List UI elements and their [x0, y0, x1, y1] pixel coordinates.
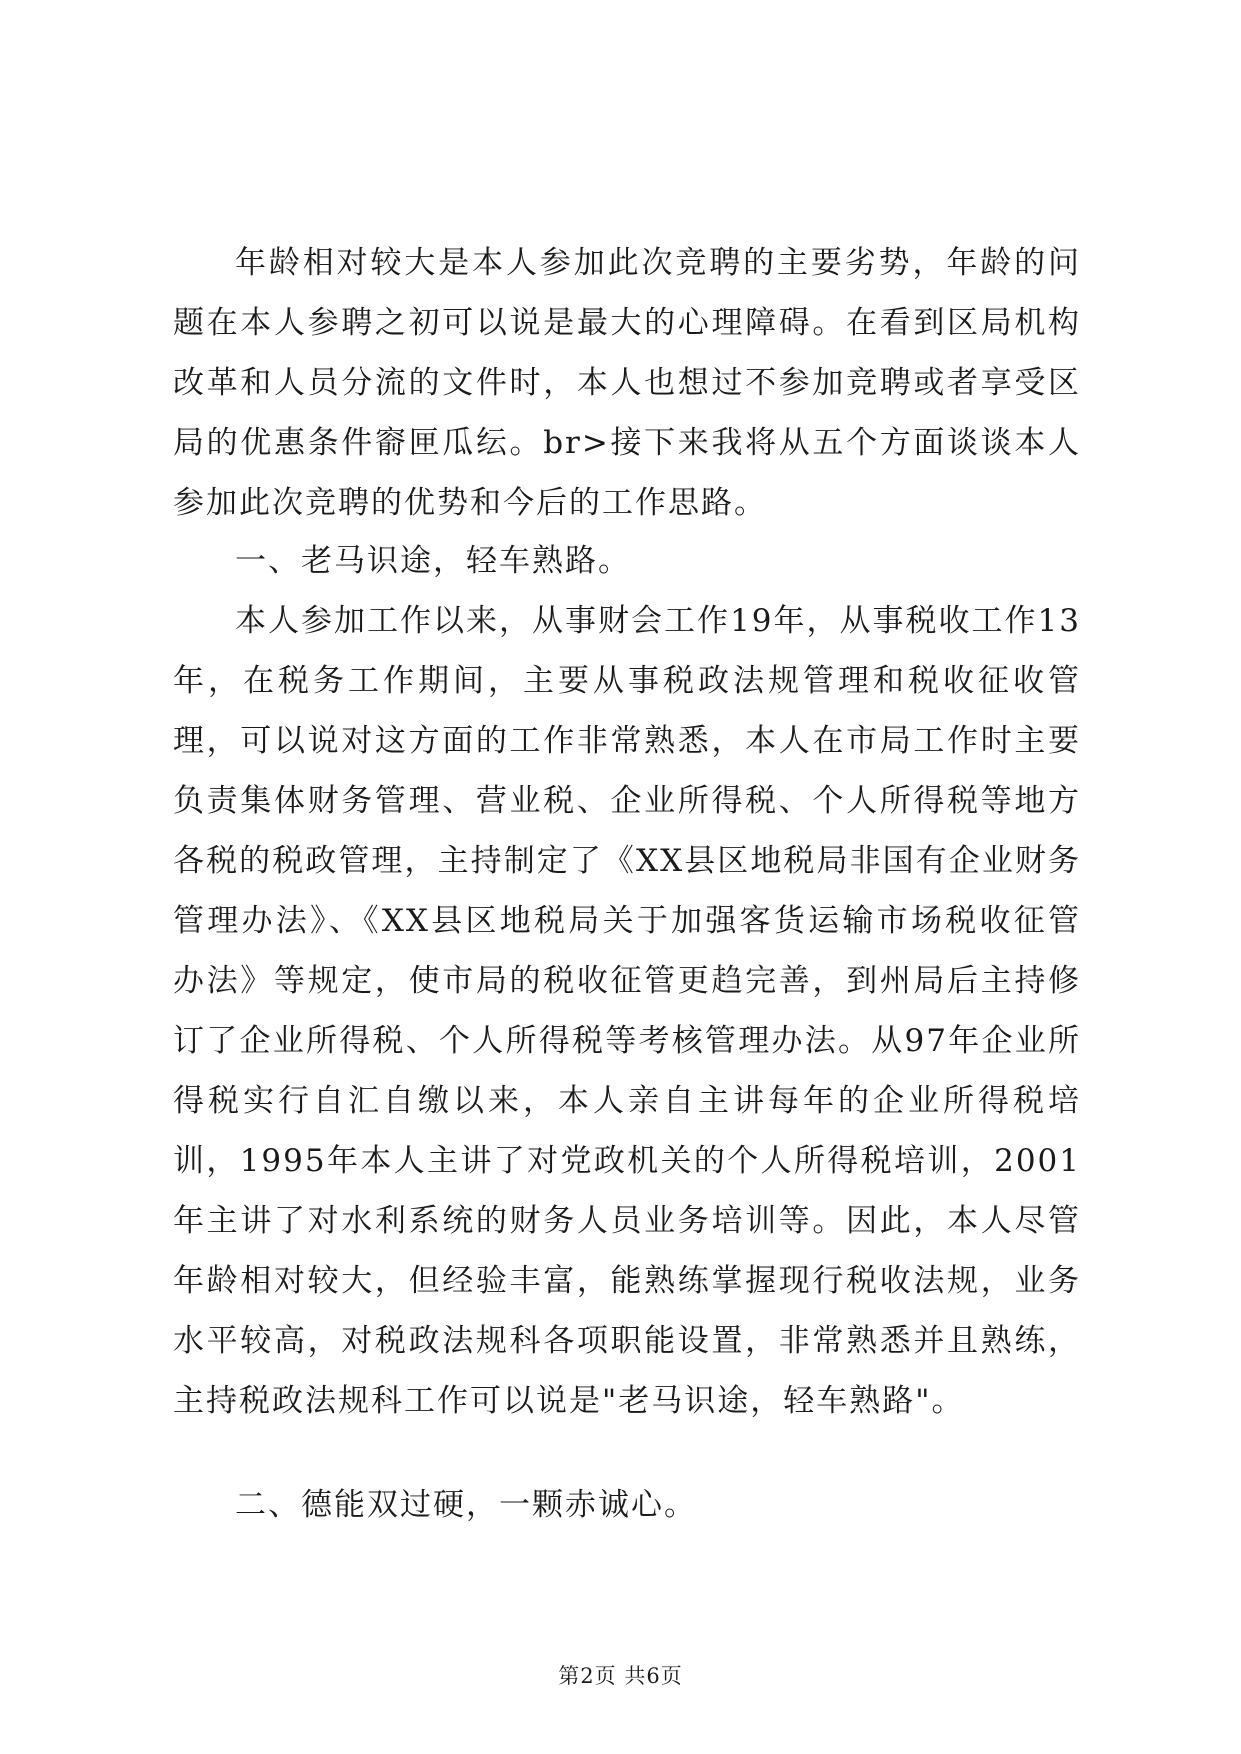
paragraph-text: 年龄相对较大是本人参加此次竞聘的主要劣势，年龄的问题在本人参聘之初可以说是最大的心理障碍。在看到区局机构改革和人员分流的文件时，本人也想过不参加竞聘或者享受区局的优惠条件窬匣瓜纭。br>接下来我将从五个方面谈谈本人参加此次竞聘的优势和今后的工作思路。: [173, 245, 1081, 521]
paragraph-section-one-body: [173, 591, 1081, 1431]
heading-section-one: [173, 531, 1081, 591]
section-heading: 二、德能双过硬，一颗赤诚心。: [235, 1487, 697, 1523]
heading-section-two: [173, 1475, 1081, 1535]
paragraph-text: 本人参加工作以来，从事财会工作19年，从事税收工作13年，在税务工作期间，主要从事税政法规管理和税收征收管理，可以说对这方面的工作非常熟悉，本人在市局工作时主要负责集体财务管理、营业税、企业所得税、个人所得税等地方各税的税政管理，主持制定了《XX县区地税局非国有企业财务管理办法》、《XX县区地税局关于加强客货运输市场税收征管办法》等规定，使市局的税收征管更趋完善，到州局后主持修订了企业所得税、个人所得税等考核管理办法。从97年企业所得税实行自汇自缴以来，本人亲自主讲每年的企业所得税培训，1995年本人主讲了对党政机关的个人所得税培训，2001年主讲了对水利系统的财务人员业务培训等。因此，本人尽管年龄相对较大，但经验丰富，能熟练掌握现行税收法规，业务水平较高，对税政法规科各项职能设置，非常熟悉并且熟练，主持税政法规科工作可以说是"老马识途，轻车熟路"。: [173, 603, 1081, 1419]
section-heading: 一、老马识途，轻车熟路。: [235, 543, 631, 579]
page-number-footer: 第2页 共6页: [558, 1664, 683, 1688]
paragraph-intro: [173, 233, 1081, 533]
